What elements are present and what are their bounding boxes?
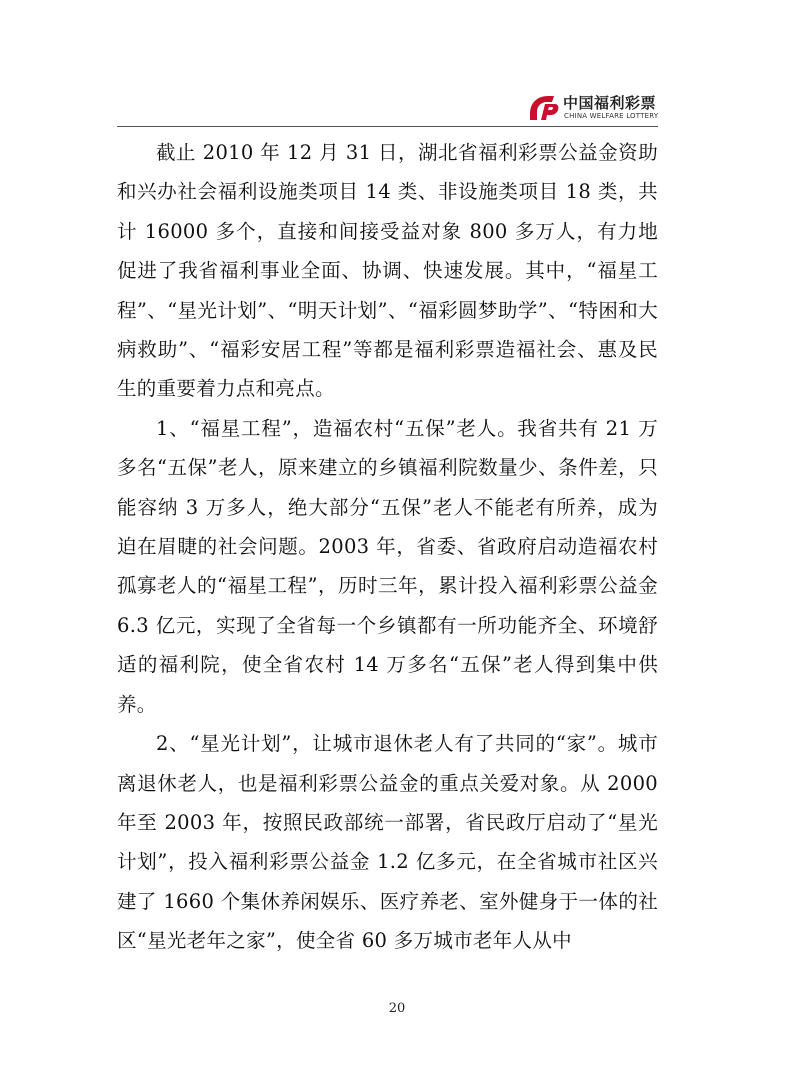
header-logo (526, 86, 658, 126)
page-number: 20 (388, 1001, 406, 1016)
logo-text-en: CHINA WELFARE LOTTERY (564, 112, 659, 120)
lottery-logo-icon (526, 90, 560, 124)
paragraph-summary: 截止 2010 年 12 月 31 日，湖北省福利彩票公益金资助和兴办社会福利设施类项目 14 类、非设施类项目 18 类，共计 16000 多个，直接和间接受益对象 800 多万人，有力地促进了我省福利事业全面、协调、快速发展。其中，“福星工程”、“星光计划”、“明天计划”、“福彩圆梦助学”、“特困和大病救助”、“福彩安居工程”等都是福利彩票造福社会、惠及民生的重要着力点和亮点。 (117, 141, 658, 401)
document-body (117, 133, 658, 961)
paragraph-xingguang-plan: 2、“星光计划”，让城市退休老人有了共同的“家”。城市离退休老人，也是福利彩票公益金的重点关爱对象。从 2000 年至 2003 年，按照民政部统一部署，省民政厅启动了“星光计划”，投入福利彩票公益金 1.2 亿多元，在全省城市社区兴建了 1660 个集休养闲娱乐、医疗养老、室外健身于一体的社区“星光老年之家”，使全省 60 多万城市老年人从中 (117, 732, 658, 953)
logo-text-cn: 中国福利彩票 (563, 94, 657, 112)
header-divider (117, 126, 658, 127)
paragraph-fuxing-project: 1、“福星工程”，造福农村“五保”老人。我省共有 21 万多名“五保”老人，原来建立的乡镇福利院数量少、条件差，只能容纳 3 万多人，绝大部分“五保”老人不能老有所养，成为迫在眉睫的社会问题。2003 年，省委、省政府启动造福农村孤寡老人的“福星工程”，历时三年，累计投入福利彩票公益金 6.3 亿元，实现了全省每一个乡镇都有一所功能齐全、环境舒适的福利院，使全省农村 14 万多名“五保”老人得到集中供养。 (117, 416, 658, 716)
